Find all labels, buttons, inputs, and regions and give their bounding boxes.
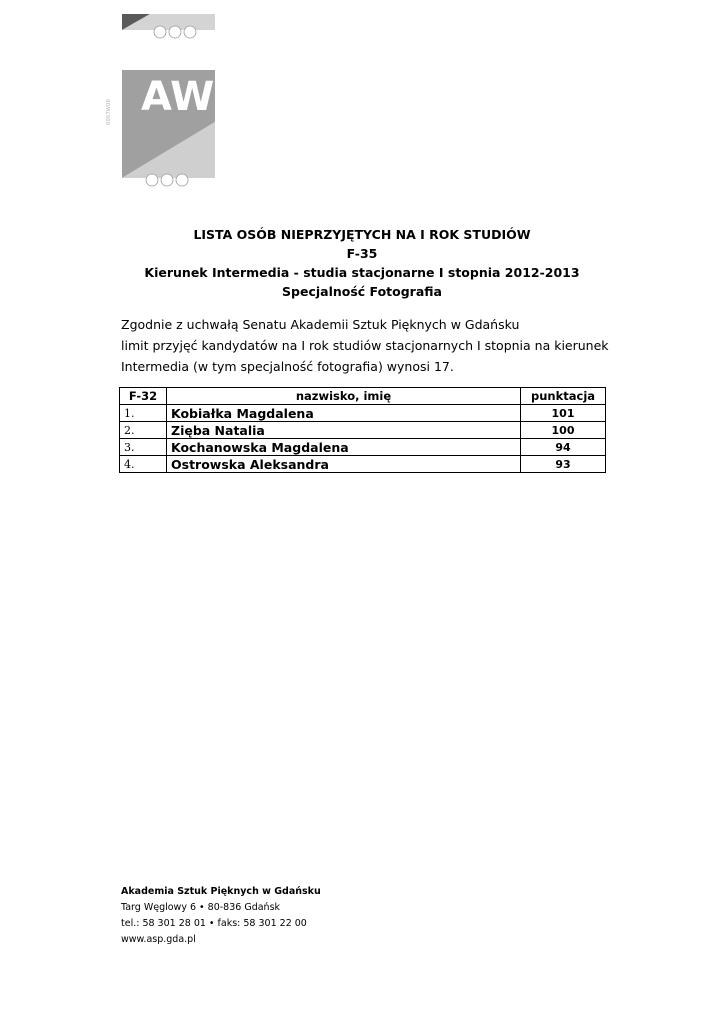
intro-paragraph (121, 314, 621, 377)
column-header-points: punktacja (521, 388, 606, 405)
table-row (120, 439, 606, 456)
row-number: 1. (120, 405, 167, 422)
results-table (119, 387, 606, 473)
table-row (120, 405, 606, 422)
footer-address: Targ Węglowy 6 • 80-836 Gdańsk (121, 902, 281, 913)
header-code: F-35 (346, 246, 378, 261)
logo-letters: AW (141, 74, 215, 120)
table-row (120, 456, 606, 473)
candidate-points: 101 (521, 405, 606, 422)
row-number: 4. (120, 456, 167, 473)
footer-website: www.asp.gda.pl (121, 934, 196, 945)
candidate-points: 93 (521, 456, 606, 473)
candidate-points: 100 (521, 422, 606, 439)
footer-institution: Akademia Sztuk Pięknych w Gdańsku (121, 886, 321, 897)
header-title: LISTA OSÓB NIEPRZYJĘTYCH NA I ROK STUDIÓW (193, 227, 531, 242)
intro-line: Intermedia (w tym specjalność fotografia) wynosi 17. (121, 359, 454, 374)
table-row (120, 422, 606, 439)
footer-contact (121, 884, 321, 948)
document-header (0, 225, 724, 301)
header-specialty: Specjalność Fotografia (282, 284, 442, 299)
footer-phone: tel.: 58 301 28 01 • faks: 58 301 22 00 (121, 918, 307, 929)
logo-side-code: 0067W00 (106, 98, 112, 125)
intro-line: limit przyjęć kandydatów na I rok studiów stacjonarnych I stopnia na kierunek (121, 338, 609, 353)
intro-line: Zgodnie z uchwałą Senatu Akademii Sztuk Pięknych w Gdańsku (121, 317, 520, 332)
row-number: 2. (120, 422, 167, 439)
header-program: Kierunek Intermedia - studia stacjonarne I stopnia 2012-2013 (144, 265, 580, 280)
candidate-name: Kochanowska Magdalena (167, 439, 521, 456)
candidate-name: Zięba Natalia (167, 422, 521, 439)
asp-logo (115, 10, 220, 195)
candidate-name: Ostrowska Aleksandra (167, 456, 521, 473)
candidate-points: 94 (521, 439, 606, 456)
column-header-name: nazwisko, imię (167, 388, 521, 405)
column-header-code: F-32 (120, 388, 167, 405)
table-header-row (120, 388, 606, 405)
candidate-name: Kobiałka Magdalena (167, 405, 521, 422)
row-number: 3. (120, 439, 167, 456)
